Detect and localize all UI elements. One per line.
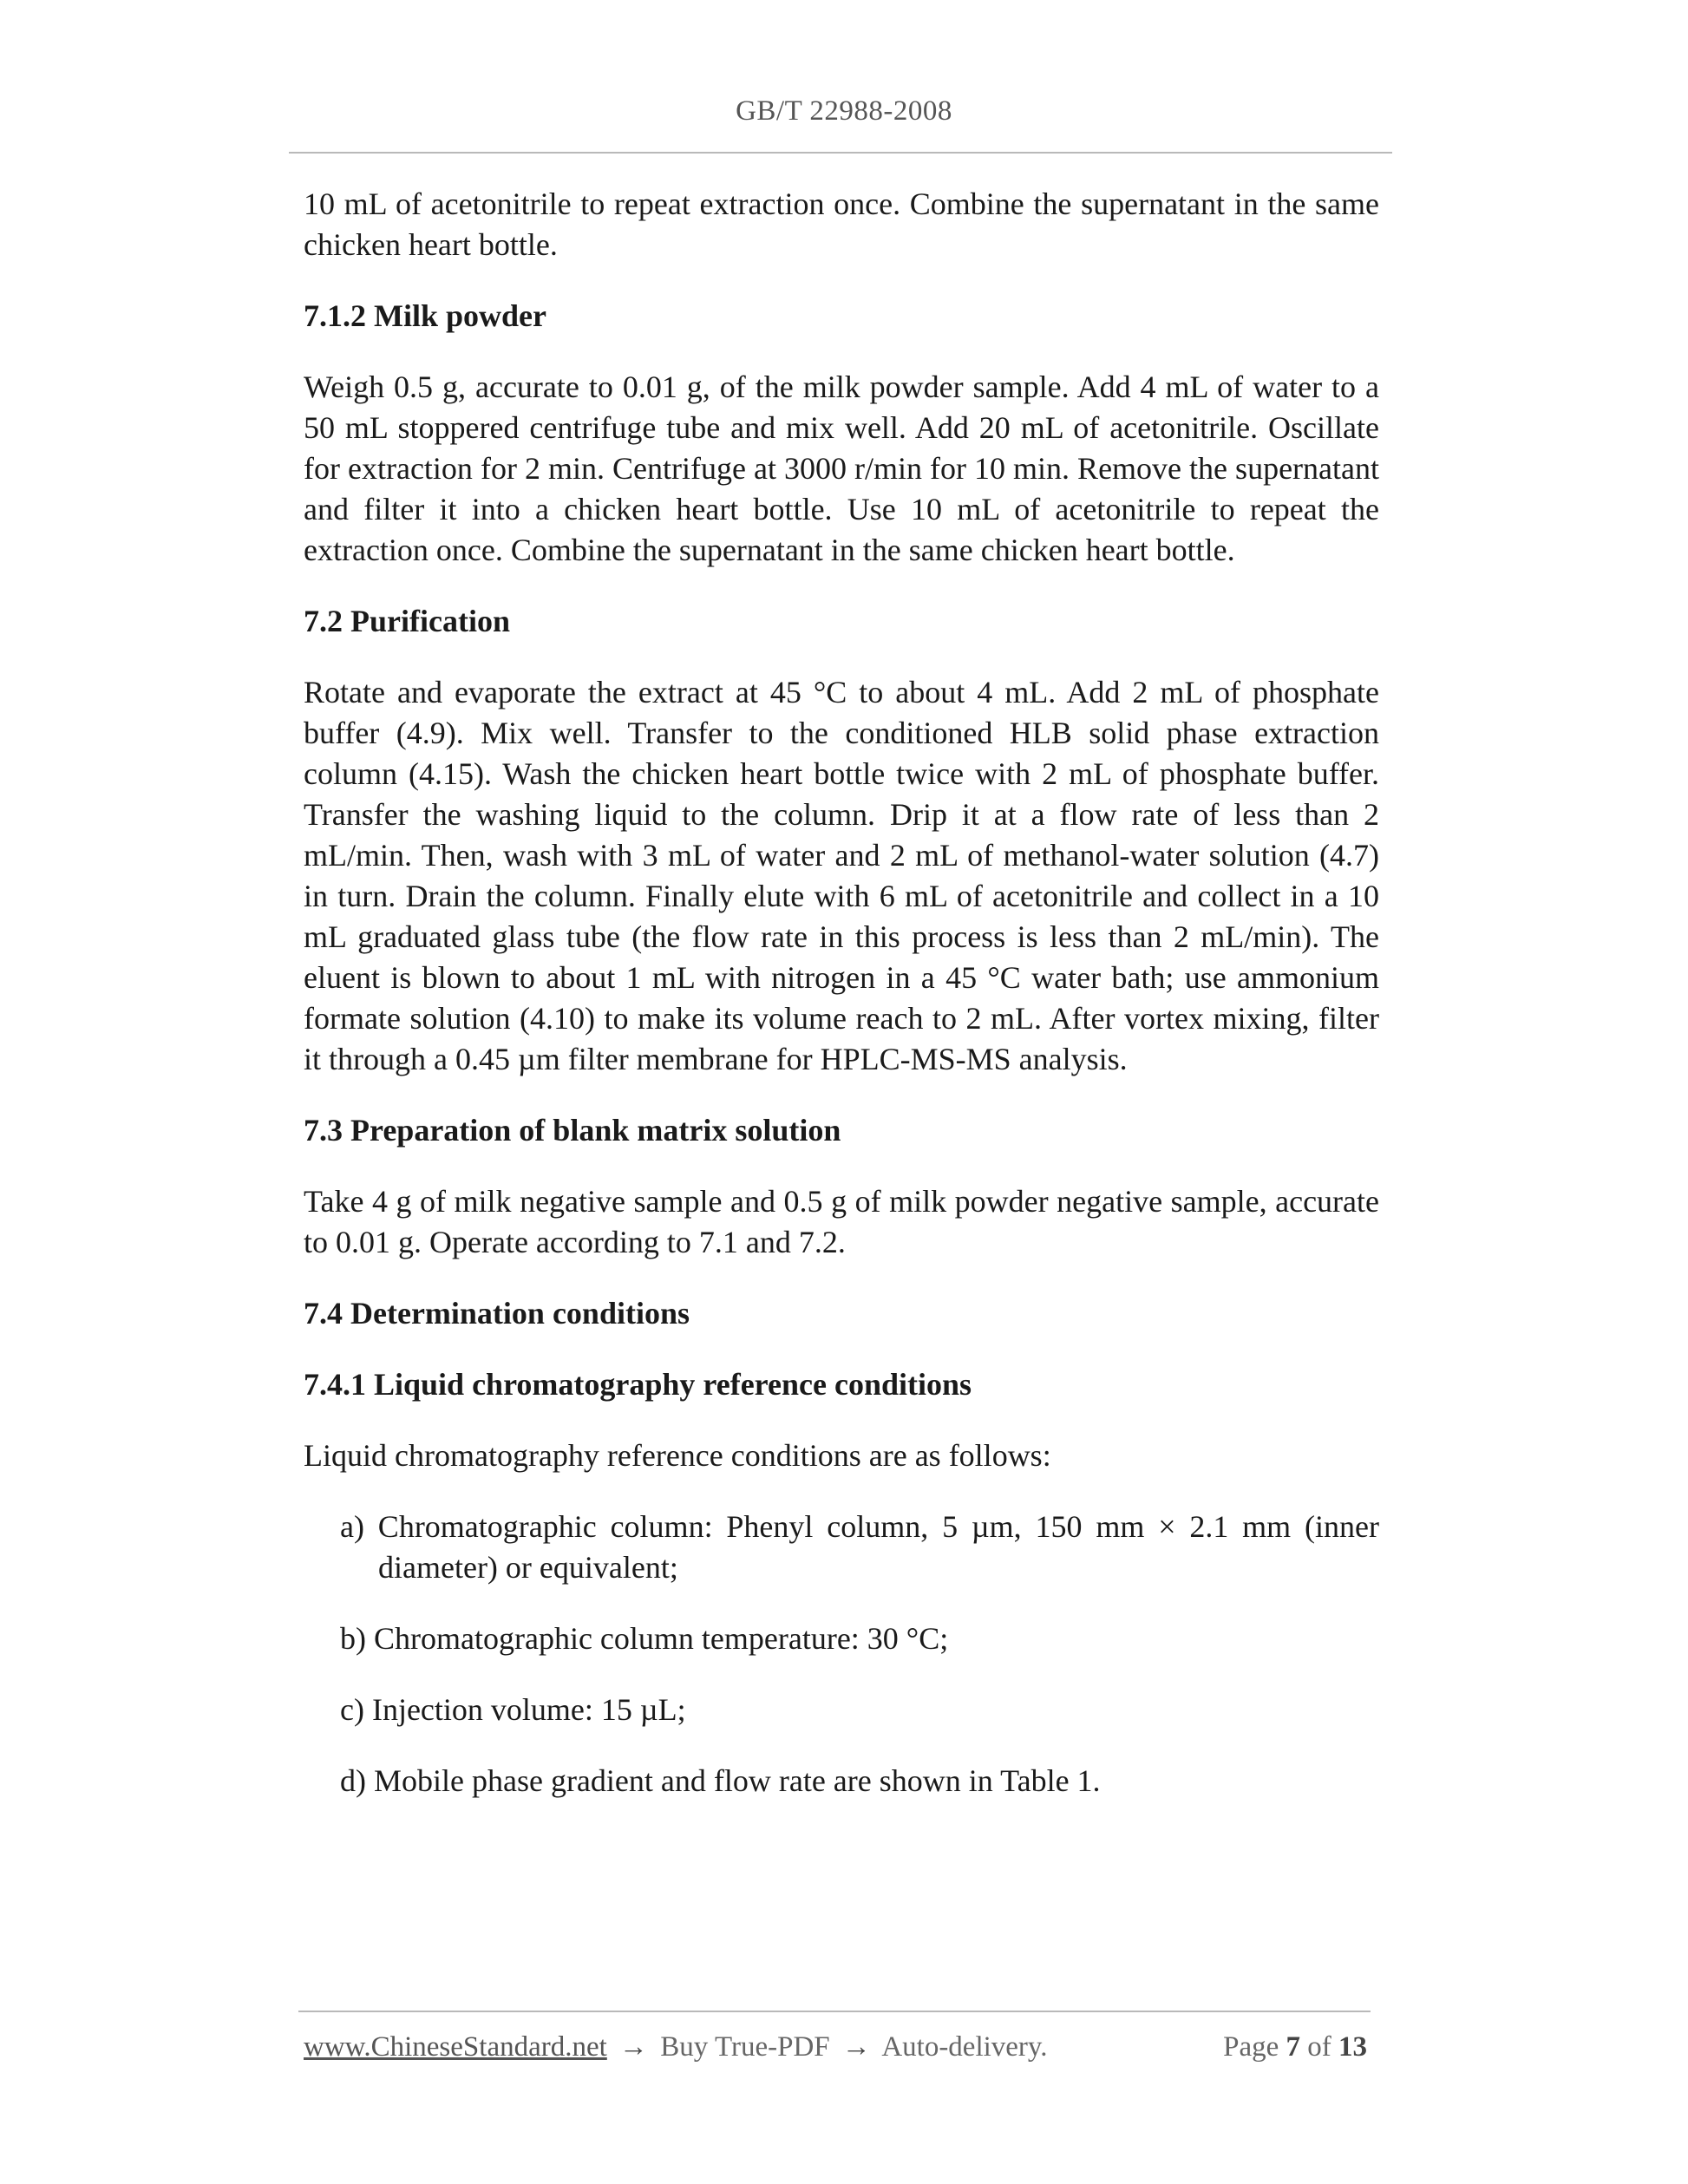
- arrow-right-icon: →: [841, 2031, 871, 2063]
- continued-paragraph: 10 mL of acetonitrile to repeat extraction once. Combine the supernatant in the same chicken heart bottle.: [304, 186, 1379, 262]
- section-heading-7-2: 7.2 Purification: [304, 604, 510, 638]
- section-heading-7-3: 7.3 Preparation of blank matrix solution: [304, 1113, 841, 1148]
- section-heading-7-4: 7.4 Determination conditions: [304, 1296, 690, 1331]
- milk-powder-paragraph: Weigh 0.5 g, accurate to 0.01 g, of the milk powder sample. Add 4 mL of water to a 50 mL stoppered centrifuge tube and mix well. Add 20 mL of acetonitrile. Oscillate for extraction for 2 min. Centrifuge at 3000 r/min for 10 min. Remove the supernatant and filter it into a chicken heart bottle. Use 10 mL of acetonitrile to repeat the extraction once. Combine the supernatant in the same chicken heart bottle.: [304, 369, 1379, 567]
- document-id-header: GB/T 22988-2008: [736, 95, 952, 127]
- list-item: c) Injection volume: 15 µL;: [340, 1692, 686, 1727]
- lc-conditions-list: [304, 1507, 1379, 1801]
- buy-true-pdf-text: Buy True-PDF: [660, 2031, 830, 2063]
- page-label: Page: [1223, 2031, 1279, 2063]
- header-divider: [289, 152, 1392, 154]
- of-label: of: [1307, 2031, 1331, 2063]
- page-footer: [304, 2031, 1367, 2063]
- section-heading-7-4-1: 7.4.1 Liquid chromatography reference conditions: [304, 1367, 972, 1402]
- page-content: [304, 184, 1379, 1832]
- section-heading-7-1-2: 7.1.2 Milk powder: [304, 298, 547, 333]
- list-item: b) Chromatographic column temperature: 30 °C;: [340, 1621, 949, 1656]
- purification-paragraph: Rotate and evaporate the extract at 45 °C to about 4 mL. Add 2 mL of phosphate buffer (4.9). Mix well. Transfer to the conditioned HLB solid phase extraction column (4.15). Wash the chicken heart bottle twice with 2 mL of phosphate buffer. Transfer the washing liquid to the column. Drip it at a flow rate of less than 2 mL/min. Then, wash with 3 mL of water and 2 mL of methanol-water solution (4.7) in turn. Drain the column. Finally elute with 6 mL of acetonitrile and collect in a 10 mL graduated glass tube (the flow rate in this process is less than 2 mL/min). The eluent is blown to about 1 mL with nitrogen in a 45 °C water bath; use ammonium formate solution (4.10) to make its volume reach to 2 mL. After vortex mixing, filter it through a 0.45 µm filter membrane for HPLC-MS-MS analysis.: [304, 675, 1379, 1076]
- list-item: d) Mobile phase gradient and flow rate are shown in Table 1.: [340, 1763, 1101, 1798]
- total-pages-number: 13: [1338, 2031, 1367, 2063]
- footer-divider: [298, 2011, 1371, 2012]
- blank-matrix-paragraph: Take 4 g of milk negative sample and 0.5 g of milk powder negative sample, accurate to 0.01 g. Operate according to 7.1 and 7.2.: [304, 1184, 1379, 1259]
- chinese-standard-link[interactable]: www.ChineseStandard.net: [304, 2031, 607, 2063]
- page-indicator: [1223, 2031, 1367, 2063]
- current-page-number: 7: [1286, 2031, 1300, 2063]
- list-item: a) Chromatographic column: Phenyl column, 5 µm, 150 mm × 2.1 mm (inner diameter) or equivalent;: [340, 1509, 1379, 1585]
- arrow-right-icon: →: [619, 2031, 649, 2063]
- auto-delivery-text: Auto-delivery.: [881, 2031, 1048, 2063]
- lc-conditions-intro: Liquid chromatography reference conditions are as follows:: [304, 1438, 1051, 1473]
- footer-left: [304, 2031, 1048, 2063]
